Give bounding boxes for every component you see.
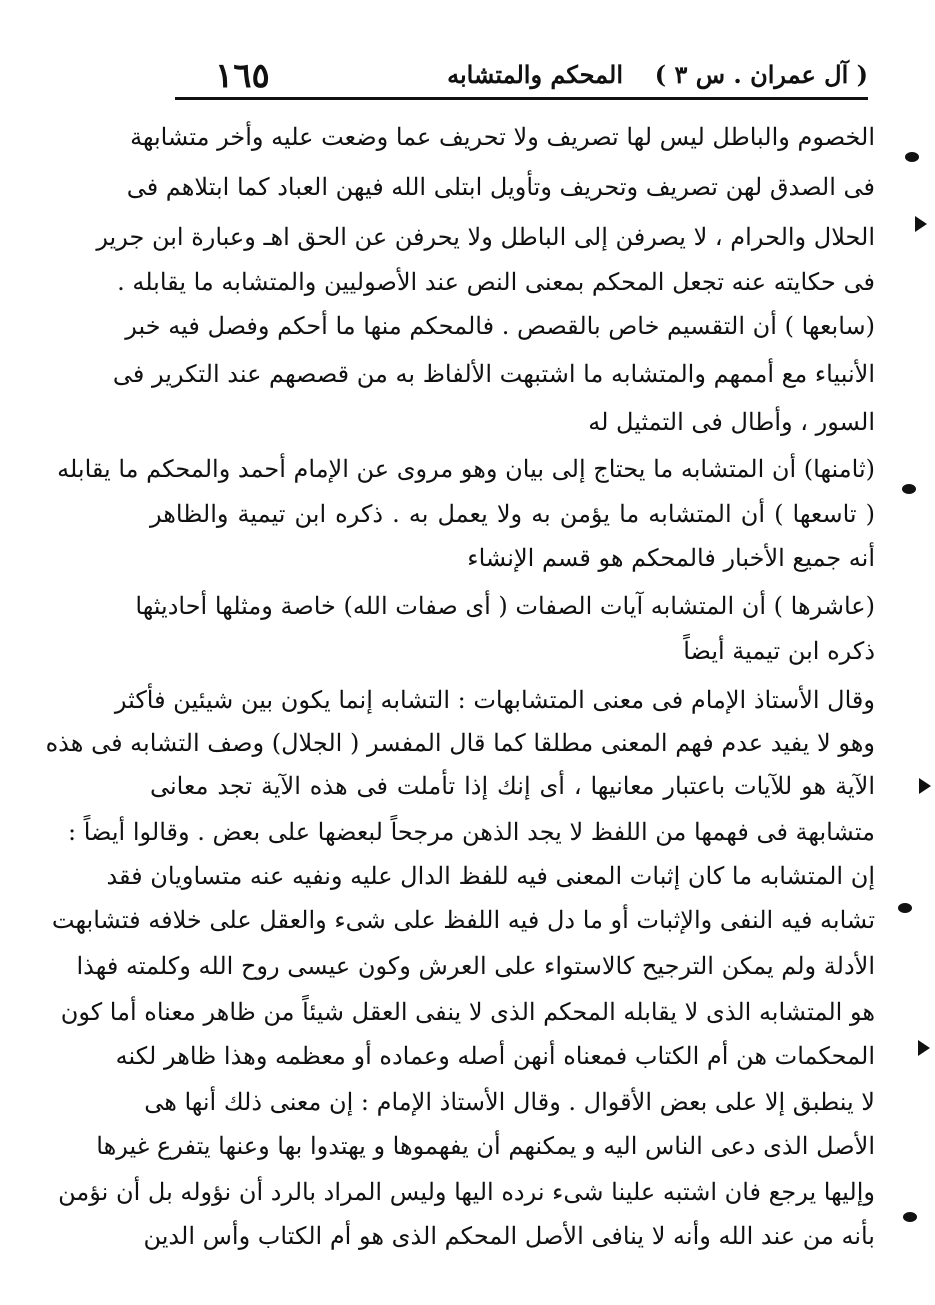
text-line: هو المتشابه الذى لا يقابله المحكم الذى لا ينفى العقل شيئاً من ظاهر معناه أما كون [60,998,875,1026]
text-line: ( تاسعها ) أن المتشابه ما يؤمن به ولا يعمل به . ذكره ابن تيمية والظاهر [150,500,875,528]
binding-hole-mark [903,1212,917,1222]
text-line: (سابعها ) أن التقسيم خاص بالقصص . فالمحكم منها ما أحكم وفصل فيه خبر [125,312,875,340]
header-title: المحكم والمتشابه [447,60,623,89]
text-line: لا ينطبق إلا على بعض الأقوال . وقال الأستاذ الإمام : إن معنى ذلك أنها هى [144,1088,875,1116]
text-line: تشابه فيه النفى والإثبات أو ما دل فيه اللفظ على شىء والعقل على خلافه فتشابهت [51,906,875,934]
text-line: فى الصدق لهن تصريف وتحريف وتأويل ابتلى الله فيهن العباد كما ابتلاهم فى [126,173,875,201]
text-line: وهو لا يفيد عدم فهم المعنى مطلقا كما قال المفسر ( الجلال) وصف التشابه فى هذه [45,729,875,757]
page-number: ١٦٥ [215,56,270,96]
binding-hole-mark [902,484,916,494]
text-line: إن المتشابه ما كان إثبات المعنى فيه للفظ الدال عليه ونفيه عنه متساويان فقد [106,862,875,890]
text-line: أنه جميع الأخبار فالمحكم هو قسم الإنشاء [467,544,875,572]
header-rule [175,97,868,100]
text-line: (ثامنها) أن المتشابه ما يحتاج إلى بيان وهو مروى عن الإمام أحمد والمحكم ما يقابله [57,455,875,483]
text-line: ذكره ابن تيمية أيضاً [683,637,875,665]
binding-hole-mark [905,152,919,162]
text-line: بأنه من عند الله وأنه لا ينافى الأصل المحكم الذى هو أم الكتاب وأس الدين [143,1222,875,1250]
text-line: وإليها يرجع فان اشتبه علينا شىء نرده اليها وليس المراد بالرد أن نؤوله بل أن نؤمن [58,1178,875,1206]
binding-hole-mark [918,1040,930,1056]
text-line: المحكمات هن أم الكتاب فمعناه أنهن أصله وعماده أو معظمه وهذا ظاهر لكنه [115,1042,875,1070]
binding-hole-mark [919,778,931,794]
binding-hole-mark [898,903,912,913]
text-line: الأدلة ولم يمكن الترجيح كالاستواء على العرش وكون عيسى روح الله وكلمته فهذا [76,952,875,980]
text-line: السور ، وأطال فى التمثيل له [588,408,875,436]
text-line: متشابهة فى فهمها من اللفظ لا يجد الذهن مرجحاً لبعضها على بعض . وقالوا أيضاً : [68,818,875,846]
binding-hole-mark [915,216,927,232]
text-line: (عاشرها ) أن المتشابه آيات الصفات ( أى صفات الله) خاصة ومثلها أحاديثها [135,592,875,620]
text-line: فى حكايته عنه تجعل المحكم بمعنى النص عند الأصوليين والمتشابه ما يقابله . [117,268,875,296]
header-surah: ( آل عمران . س ٣ ) [654,60,868,89]
text-line: الآية هو للآيات باعتبار معانيها ، أى إنك إذا تأملت فى هذه الآية تجد معانى [150,772,875,800]
text-line: الأصل الذى دعى الناس اليه و يمكنهم أن يفهموها و يهتدوا بها وعنها يتفرع غيرها [96,1132,875,1160]
text-line: الحلال والحرام ، لا يصرفن إلى الباطل ولا يحرفن عن الحق اهـ وعبارة ابن جرير [96,223,875,251]
text-line: الخصوم والباطل ليس لها تصريف ولا تحريف عما وضعت عليه وأخر متشابهة [130,123,875,151]
text-line: الأنبياء مع أممهم والمتشابه ما اشتبهت الألفاظ به من قصصهم عند التكرير فى [112,360,875,388]
page-header [175,58,868,98]
text-line: وقال الأستاذ الإمام فى معنى المتشابهات : التشابه إنما يكون بين شيئين فأكثر [114,686,875,714]
